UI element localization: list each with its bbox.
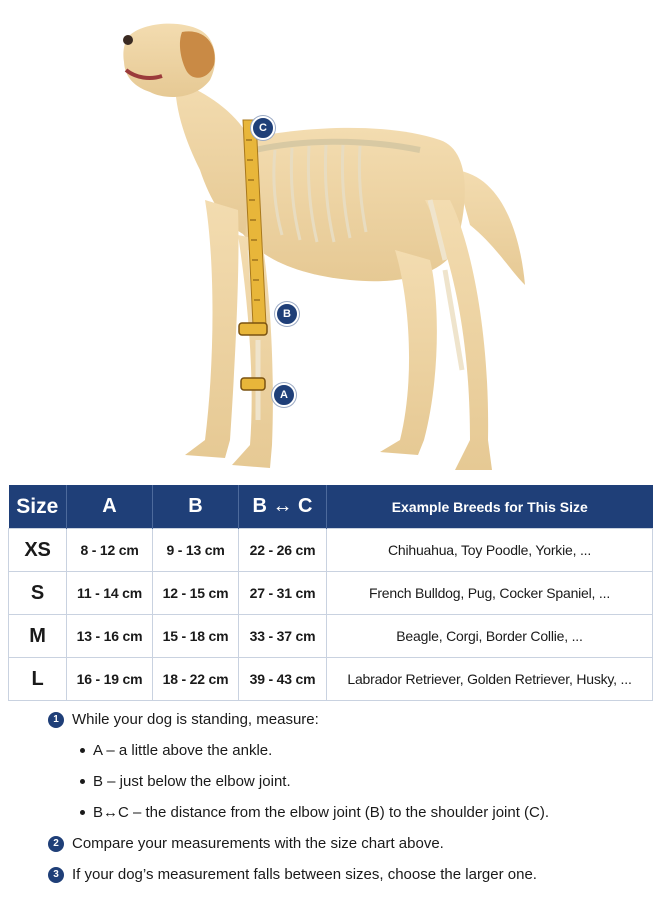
breeds-cell: Chihuahua, Toy Poodle, Yorkie, ... xyxy=(327,529,653,572)
size-chart-table xyxy=(8,485,653,701)
dog-front-leg xyxy=(185,200,239,458)
dog-nose xyxy=(123,35,133,45)
table-row xyxy=(9,658,653,701)
header-size: Size xyxy=(9,485,67,529)
breeds-cell: Beagle, Corgi, Border Collie, ... xyxy=(327,615,653,658)
bullet-dot-icon xyxy=(80,810,85,815)
step-number-badge: 2 xyxy=(48,836,64,852)
step-3 xyxy=(48,859,648,890)
step-number-badge: 1 xyxy=(48,712,64,728)
bullet-a xyxy=(48,735,648,766)
bullet-bc xyxy=(48,797,648,828)
size-cell: S xyxy=(9,572,67,615)
measuring-tape-b xyxy=(239,323,267,335)
b-cell: 18 - 22 cm xyxy=(153,658,239,701)
step-text: If your dog’s measurement falls between sizes, choose the larger one. xyxy=(72,866,537,883)
step-number-badge: 3 xyxy=(48,867,64,883)
bullet-text: A – a little above the ankle. xyxy=(93,742,273,759)
a-cell: 13 - 16 cm xyxy=(67,615,153,658)
step-1 xyxy=(48,704,648,735)
table-row xyxy=(9,529,653,572)
bullet-dot-icon xyxy=(80,779,85,784)
breeds-cell: French Bulldog, Pug, Cocker Spaniel, ... xyxy=(327,572,653,615)
bc-cell: 39 - 43 cm xyxy=(239,658,327,701)
header-b: B xyxy=(153,485,239,529)
step-text: While your dog is standing, measure: xyxy=(72,711,319,728)
b-cell: 9 - 13 cm xyxy=(153,529,239,572)
a-cell: 8 - 12 cm xyxy=(67,529,153,572)
bullet-text: B↔C – the distance from the elbow joint (B) to the shoulder joint (C). xyxy=(93,804,550,821)
breeds-cell: Labrador Retriever, Golden Retriever, Husky, ... xyxy=(327,658,653,701)
size-cell: L xyxy=(9,658,67,701)
step-text: Compare your measurements with the size chart above. xyxy=(72,835,444,852)
size-cell: M xyxy=(9,615,67,658)
table-row xyxy=(9,615,653,658)
table-row xyxy=(9,572,653,615)
bullet-text: B – just below the elbow joint. xyxy=(93,773,291,790)
header-bc: B ↔ C xyxy=(239,485,327,529)
bc-cell: 33 - 37 cm xyxy=(239,615,327,658)
bullet-b xyxy=(48,766,648,797)
size-cell: XS xyxy=(9,529,67,572)
a-cell: 16 - 19 cm xyxy=(67,658,153,701)
marker-b: B xyxy=(275,302,299,326)
b-cell: 12 - 15 cm xyxy=(153,572,239,615)
table-header-row xyxy=(9,485,653,529)
dog-hind-leg xyxy=(380,250,437,455)
bullet-dot-icon xyxy=(80,748,85,753)
marker-c: C xyxy=(251,116,275,140)
bc-cell: 27 - 31 cm xyxy=(239,572,327,615)
bc-cell: 22 - 26 cm xyxy=(239,529,327,572)
step-2 xyxy=(48,828,648,859)
a-cell: 11 - 14 cm xyxy=(67,572,153,615)
marker-a: A xyxy=(272,383,296,407)
measuring-tape-a xyxy=(241,378,265,390)
b-cell: 15 - 18 cm xyxy=(153,615,239,658)
header-a: A xyxy=(67,485,153,529)
header-breeds: Example Breeds for This Size xyxy=(327,485,653,529)
measurement-instructions xyxy=(48,704,648,890)
